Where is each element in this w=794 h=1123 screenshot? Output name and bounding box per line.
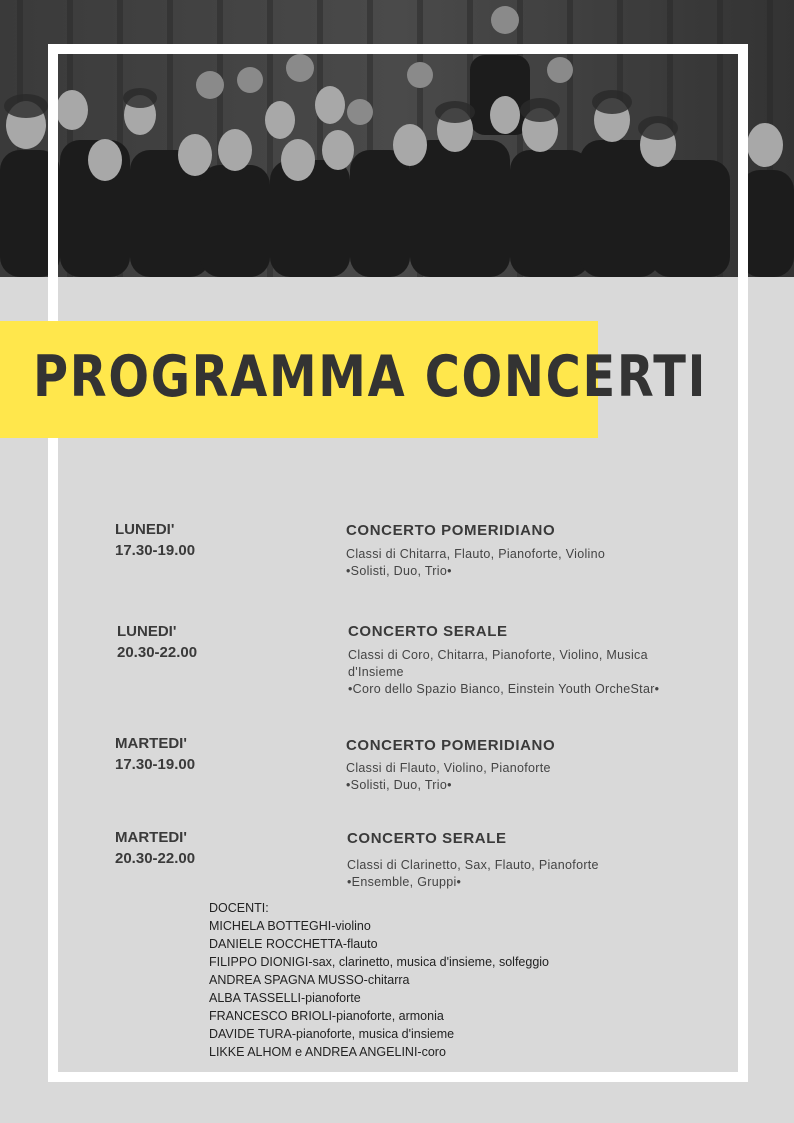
event-time: 17.30-19.00 (115, 756, 196, 773)
group-photo-illustration (0, 0, 794, 277)
event-description-line: •Ensemble, Gruppi• (347, 875, 462, 889)
teachers-heading: DOCENTI: (209, 901, 269, 915)
teacher-item: FILIPPO DIONIGI-sax, clarinetto, musica d'insieme, solfeggio (209, 955, 550, 969)
event-title: CONCERTO SERALE (348, 623, 508, 640)
event-description-line: •Solisti, Duo, Trio• (346, 564, 452, 578)
event-time: 20.30-22.00 (115, 850, 196, 867)
teacher-item: FRANCESCO BRIOLI-pianoforte, armonia (209, 1009, 444, 1023)
event-description-line: Classi di Chitarra, Flauto, Pianoforte, Violino (346, 547, 606, 561)
event-title: CONCERTO POMERIDIANO (346, 737, 556, 754)
event-time: 17.30-19.00 (115, 542, 196, 559)
teacher-item: ANDREA SPAGNA MUSSO-chitarra (209, 973, 410, 987)
event-day: LUNEDI' (117, 623, 177, 640)
teacher-item: MICHELA BOTTEGHI-violino (209, 919, 371, 933)
event-description-line: Classi di Clarinetto, Sax, Flauto, Pianoforte (347, 858, 599, 872)
event-description-line: •Solisti, Duo, Trio• (346, 778, 452, 792)
event-description (346, 760, 551, 794)
event-day: MARTEDI' (115, 735, 187, 752)
page-title: PROGRAMMA CONCERTI (33, 344, 708, 410)
event-title: CONCERTO SERALE (347, 830, 507, 847)
teacher-item: DAVIDE TURA-pianoforte, musica d'insieme (209, 1027, 455, 1041)
event-description (346, 546, 605, 580)
event-description-line: Classi di Flauto, Violino, Pianoforte (346, 761, 551, 775)
event-description (348, 647, 659, 698)
event-day: LUNEDI' (115, 521, 175, 538)
event-time: 20.30-22.00 (117, 644, 198, 661)
event-description-line: •Coro dello Spazio Bianco, Einstein Youth OrcheStar• (348, 682, 660, 696)
group-photo (0, 0, 794, 277)
event-description-line: d'Insieme (348, 665, 404, 679)
teacher-item: ALBA TASSELLI-pianoforte (209, 991, 361, 1005)
event-description (347, 857, 599, 891)
event-day: MARTEDI' (115, 829, 187, 846)
teacher-item: DANIELE ROCCHETTA-flauto (209, 937, 378, 951)
event-description-line: Classi di Coro, Chitarra, Pianoforte, Violino, Musica (348, 648, 648, 662)
event-title: CONCERTO POMERIDIANO (346, 522, 556, 539)
teacher-item: LIKKE ALHOM e ANDREA ANGELINI-coro (209, 1045, 446, 1059)
teachers-list (209, 899, 549, 1061)
